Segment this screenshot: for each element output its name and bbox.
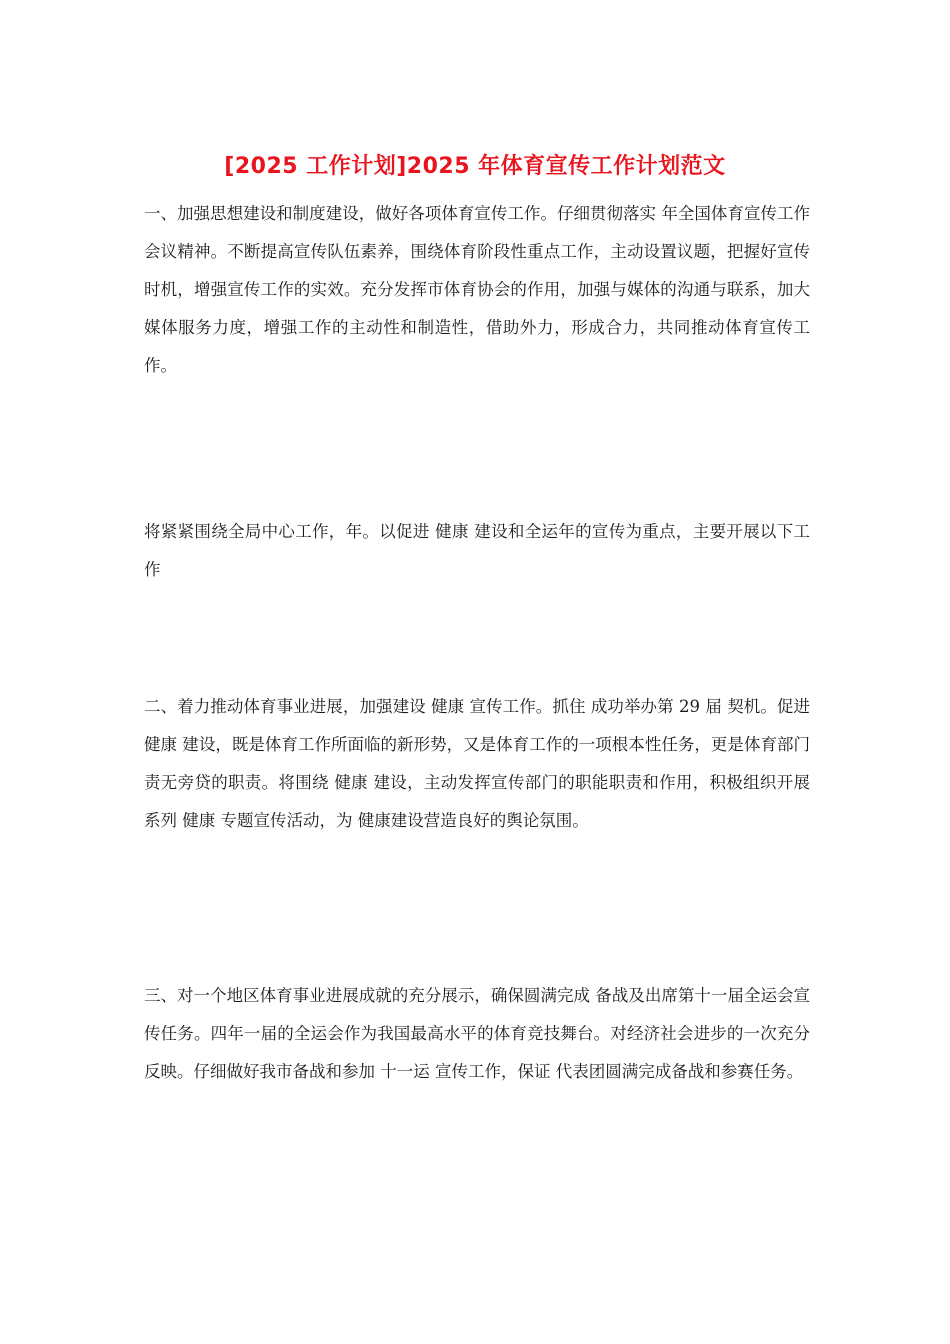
paragraph-4: 三、对一个地区体育事业进展成就的充分展示，确保圆满完成 备战及出席第十一届全运会宣传任务。四年一届的全运会作为我国最高水平的体育竞技舞台。对经济社会进步的一次充分反映。仔细做好我市备战和参加 十一运 宣传工作，保证 代表团圆满完成备战和参赛任务。: [144, 986, 810, 1081]
paragraph-1: 一、加强思想建设和制度建设，做好各项体育宣传工作。仔细贯彻落实 年全国体育宣传工作会议精神。不断提高宣传队伍素养，围绕体育阶段性重点工作，主动设置议题，把握好宣传时机，增强宣传工作的实效。充分发挥市体育协会的作用，加强与媒体的沟通与联系，加大媒体服务力度，增强工作的主动性和制造性，借助外力，形成合力，共同推动体育宣传工作。: [144, 204, 810, 375]
paragraph-3: 二、着力推动体育事业进展，加强建设 健康 宣传工作。抓住 成功举办第 29 届 契机。促进 健康 建设，既是体育工作所面临的新形势，又是体育工作的一项根本性任务，更是体育部门责无旁贷的职责。将围绕 健康 建设，主动发挥宣传部门的职能职责和作用，积极组织开展系列 健康 专题宣传活动，为 健康建设营造良好的舆论氛围。: [144, 697, 810, 830]
paragraph-2: 将紧紧围绕全局中心工作，年。以促进 健康 建设和全运年的宣传为重点，主要开展以下工作: [144, 522, 810, 579]
document-title: [2025 工作计划]2025 年体育宣传工作计划范文: [224, 154, 726, 179]
